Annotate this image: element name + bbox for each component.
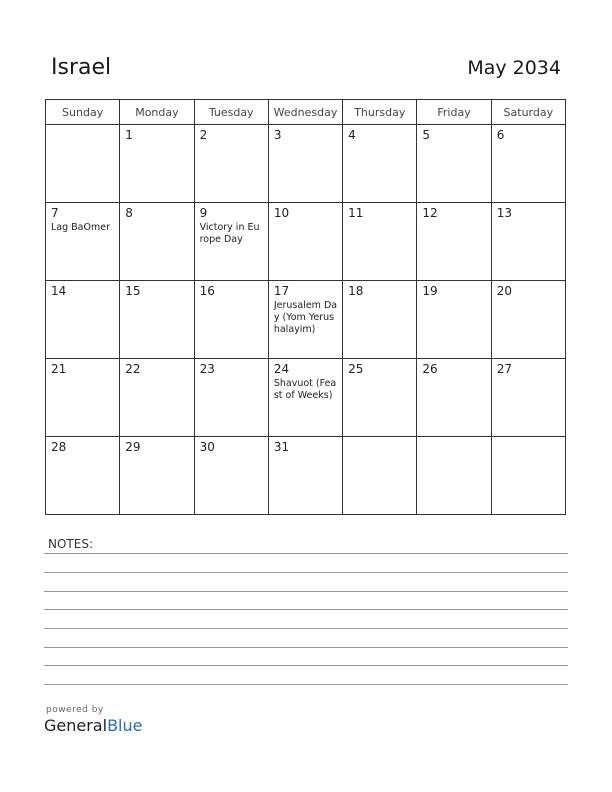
day-number: 20 bbox=[496, 284, 512, 298]
holiday-label: Shavuot (Feast of Weeks) bbox=[273, 378, 337, 401]
day-number: 5 bbox=[422, 128, 431, 142]
day-number: 16 bbox=[199, 284, 215, 298]
note-line bbox=[44, 647, 568, 648]
weekday-header-row bbox=[46, 100, 566, 125]
day-cell bbox=[46, 437, 120, 515]
day-cell bbox=[268, 281, 342, 359]
day-cell bbox=[491, 359, 565, 437]
day-cell bbox=[120, 125, 194, 203]
holiday-label: Victory in Europe Day bbox=[199, 222, 260, 245]
notes-label: NOTES: bbox=[48, 537, 93, 551]
day-number: 28 bbox=[51, 440, 67, 454]
day-number: 8 bbox=[125, 206, 133, 220]
note-line bbox=[44, 609, 568, 610]
day-cell bbox=[46, 203, 120, 281]
weekday-header: Friday bbox=[417, 100, 491, 125]
day-number: 19 bbox=[422, 284, 438, 298]
day-cell bbox=[491, 203, 565, 281]
day-cell bbox=[268, 125, 342, 203]
logo-blue-text: Blue bbox=[107, 716, 143, 735]
week-row bbox=[46, 281, 566, 359]
note-line bbox=[44, 591, 568, 592]
week-row bbox=[46, 125, 566, 203]
note-line bbox=[44, 628, 568, 629]
day-cell bbox=[491, 437, 565, 515]
month-year-title: May 2034 bbox=[467, 57, 561, 79]
day-number: 25 bbox=[348, 362, 364, 376]
day-cell bbox=[343, 437, 417, 515]
day-cell bbox=[46, 359, 120, 437]
day-number: 1 bbox=[125, 128, 133, 142]
day-number: 17 bbox=[273, 284, 290, 298]
day-cell bbox=[417, 281, 491, 359]
day-cell bbox=[46, 125, 120, 203]
day-cell bbox=[343, 203, 417, 281]
day-number: 26 bbox=[422, 362, 438, 376]
day-number: 24 bbox=[273, 362, 290, 376]
day-number: 3 bbox=[273, 128, 282, 142]
note-line bbox=[44, 665, 568, 666]
day-cell bbox=[120, 437, 194, 515]
calendar-grid bbox=[45, 99, 566, 515]
day-number: 14 bbox=[51, 284, 67, 298]
day-number: 10 bbox=[273, 206, 290, 220]
day-cell bbox=[194, 125, 268, 203]
day-number: 21 bbox=[51, 362, 67, 376]
day-cell bbox=[343, 359, 417, 437]
day-number: 11 bbox=[348, 206, 364, 220]
weekday-header: Saturday bbox=[491, 100, 565, 125]
note-line bbox=[44, 572, 568, 573]
day-number: 27 bbox=[496, 362, 512, 376]
holiday-label: Lag BaOmer bbox=[51, 222, 110, 233]
week-row bbox=[46, 203, 566, 281]
weekday-header: Wednesday bbox=[268, 100, 342, 125]
day-number: 29 bbox=[125, 440, 141, 454]
logo-general-text: General bbox=[44, 716, 108, 735]
day-cell bbox=[268, 359, 342, 437]
note-line bbox=[44, 553, 568, 554]
weekday-header: Sunday bbox=[46, 100, 120, 125]
day-cell bbox=[417, 203, 491, 281]
generalblue-logo bbox=[44, 716, 142, 735]
powered-by-text: powered by bbox=[46, 705, 104, 715]
day-cell bbox=[194, 359, 268, 437]
day-number: 15 bbox=[125, 284, 141, 298]
day-cell bbox=[194, 203, 268, 281]
weekday-header: Tuesday bbox=[194, 100, 268, 125]
day-number: 22 bbox=[125, 362, 141, 376]
day-number: 2 bbox=[199, 128, 208, 142]
week-row bbox=[46, 437, 566, 515]
day-number: 4 bbox=[348, 128, 356, 142]
day-cell bbox=[268, 437, 342, 515]
day-cell bbox=[491, 125, 565, 203]
day-cell bbox=[194, 281, 268, 359]
week-row bbox=[46, 359, 566, 437]
day-cell bbox=[268, 203, 342, 281]
day-number: 31 bbox=[273, 440, 290, 454]
day-number: 23 bbox=[199, 362, 215, 376]
weekday-header: Thursday bbox=[343, 100, 417, 125]
holiday-label: Jerusalem Day (Yom Yerushalayim) bbox=[273, 300, 338, 335]
day-cell bbox=[343, 125, 417, 203]
day-number: 13 bbox=[496, 206, 512, 220]
day-cell bbox=[120, 281, 194, 359]
day-number: 9 bbox=[199, 206, 208, 220]
day-cell bbox=[46, 281, 120, 359]
day-cell bbox=[417, 437, 491, 515]
weekday-header: Monday bbox=[120, 100, 194, 125]
day-number: 12 bbox=[422, 206, 438, 220]
note-line bbox=[44, 684, 568, 685]
day-cell bbox=[417, 359, 491, 437]
day-cell bbox=[417, 125, 491, 203]
day-cell bbox=[120, 203, 194, 281]
day-number: 7 bbox=[51, 206, 59, 220]
day-cell bbox=[120, 359, 194, 437]
country-title: Israel bbox=[51, 55, 112, 80]
day-number: 30 bbox=[199, 440, 215, 454]
day-cell bbox=[194, 437, 268, 515]
day-number: 6 bbox=[496, 128, 505, 142]
day-cell bbox=[491, 281, 565, 359]
day-cell bbox=[343, 281, 417, 359]
day-number: 18 bbox=[348, 284, 364, 298]
